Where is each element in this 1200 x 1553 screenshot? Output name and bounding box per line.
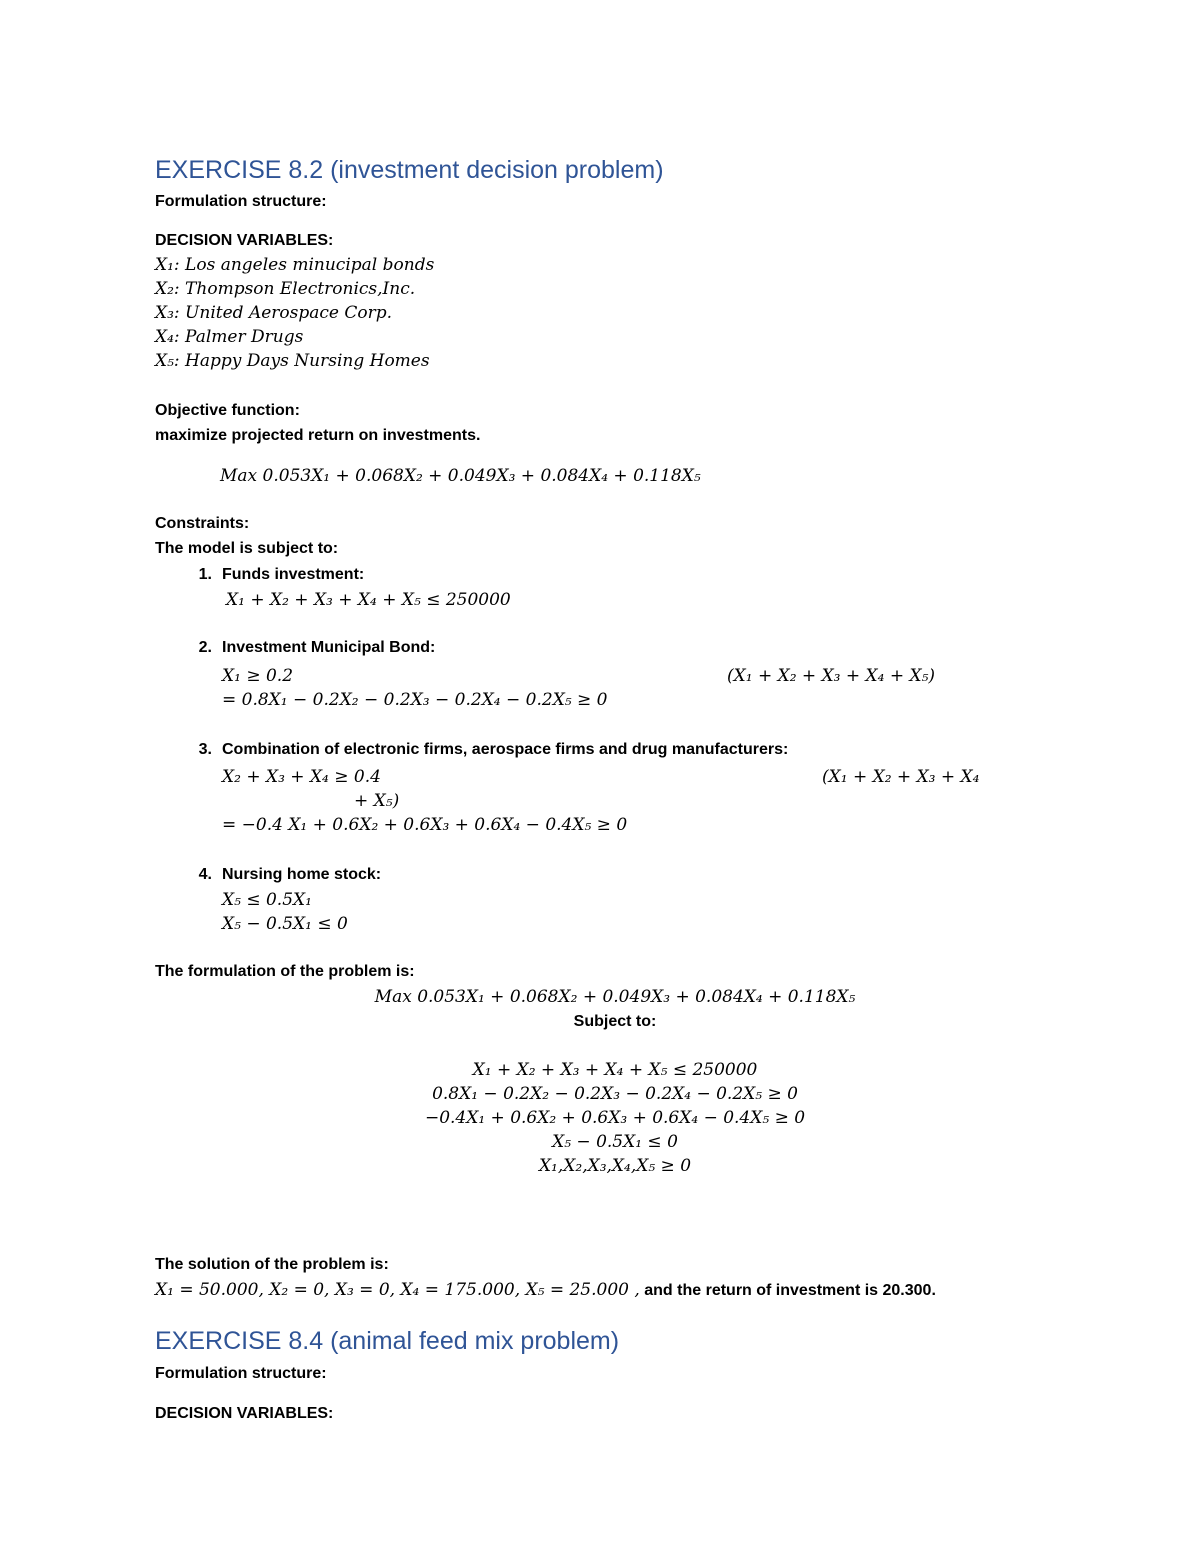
constraint-2-title: Investment Municipal Bond: <box>222 639 436 656</box>
formulation-constraint-4: X₅ − 0.5X₁ ≤ 0 <box>552 1132 678 1152</box>
constraint-4-equation-1: X₅ ≤ 0.5X₁ <box>222 890 312 910</box>
constraint-3-number: 3. <box>198 741 212 758</box>
formulation-structure-label: Formulation structure: <box>155 193 327 210</box>
exercise-8-4-heading: EXERCISE 8.4 (animal feed mix problem) <box>155 1327 620 1355</box>
solution-values: X₁ = 50.000, X₂ = 0, X₃ = 0, X₄ = 175.000, X₅ = 25.000 , <box>155 1280 640 1300</box>
constraints-label: Constraints: <box>155 515 250 532</box>
formulation-constraint-2: 0.8X₁ − 0.2X₂ − 0.2X₃ − 0.2X₄ − 0.2X₅ ≥ 0 <box>432 1084 798 1104</box>
formulation-structure-label-8-4: Formulation structure: <box>155 1365 327 1382</box>
formulation-constraint-5: X₁,X₂,X₃,X₄,X₅ ≥ 0 <box>538 1156 692 1176</box>
objective-function-label: Objective function: <box>155 402 300 419</box>
decision-variables-label-8-4: DECISION VARIABLES: <box>155 1405 334 1422</box>
formulation-constraint-1: X₁ + X₂ + X₃ + X₄ + X₅ ≤ 250000 <box>472 1060 758 1080</box>
variable-x5: X₅: Happy Days Nursing Homes <box>155 351 430 371</box>
constraint-2-number: 2. <box>198 639 212 656</box>
constraint-4-equation-2: X₅ − 0.5X₁ ≤ 0 <box>222 914 348 934</box>
variable-x3: X₃: United Aerospace Corp. <box>155 303 393 323</box>
objective-description: maximize projected return on investments. <box>155 427 481 444</box>
constraint-2-equation-2: = 0.8X₁ − 0.2X₂ − 0.2X₃ − 0.2X₄ − 0.2X₅ ≥ 0 <box>222 690 608 710</box>
constraint-3-equation-1-right: (X₁ + X₂ + X₃ + X₄ <box>822 767 980 787</box>
constraint-1-equation: X₁ + X₂ + X₃ + X₄ + X₅ ≤ 250000 <box>226 590 511 610</box>
variable-x4: X₄: Palmer Drugs <box>155 327 304 347</box>
constraint-3-equation-1-continued: + X₅) <box>354 791 400 811</box>
constraint-3-title: Combination of electronic firms, aerospace firms and drug manufacturers: <box>222 741 789 758</box>
constraint-4-number: 4. <box>198 866 212 883</box>
formulation-intro: The formulation of the problem is: <box>155 963 415 980</box>
formulation-objective: Max 0.053X₁ + 0.068X₂ + 0.049X₃ + 0.084X₄ + 0.118X₅ <box>374 987 856 1007</box>
solution-label: The solution of the problem is: <box>155 1256 389 1273</box>
constraint-1-number: 1. <box>198 566 212 583</box>
constraint-2-equation-1: X₁ ≥ 0.2 <box>222 666 294 686</box>
decision-variables-label: DECISION VARIABLES: <box>155 232 334 249</box>
solution-line <box>155 1280 936 1300</box>
exercise-8-2-heading: EXERCISE 8.2 (investment decision problem) <box>155 156 664 184</box>
formulation-constraint-3: −0.4X₁ + 0.6X₂ + 0.6X₃ + 0.6X₄ − 0.4X₅ ≥ 0 <box>424 1108 806 1128</box>
constraint-2-equation-1-right: (X₁ + X₂ + X₃ + X₄ + X₅) <box>727 666 936 686</box>
solution-return-text: and the return of investment is 20.300. <box>644 1282 936 1299</box>
objective-equation: Max 0.053X₁ + 0.068X₂ + 0.049X₃ + 0.084X₄ + 0.118X₅ <box>220 466 701 486</box>
constraint-4-title: Nursing home stock: <box>222 866 382 883</box>
formulation-subject-to: Subject to: <box>573 1013 657 1030</box>
constraint-3-equation-1: X₂ + X₃ + X₄ ≥ 0.4 <box>222 767 381 787</box>
constraint-1-title: Funds investment: <box>222 566 365 583</box>
constraint-3-equation-2: = −0.4 X₁ + 0.6X₂ + 0.6X₃ + 0.6X₄ − 0.4X₅ ≥ 0 <box>222 815 628 835</box>
model-subject-label: The model is subject to: <box>155 540 339 557</box>
variable-x2: X₂: Thompson Electronics,Inc. <box>155 279 416 299</box>
variable-x1: X₁: Los angeles minucipal bonds <box>155 255 435 275</box>
